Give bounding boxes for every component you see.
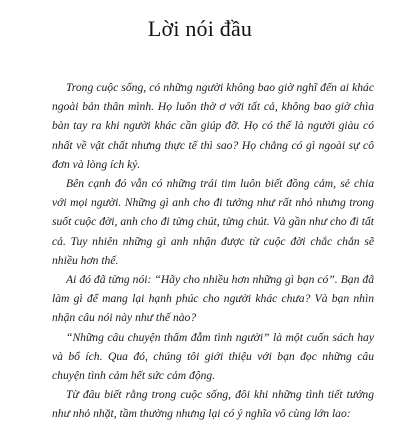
preface-body [52,78,374,424]
paragraph-5: Từ đâu biết rằng trong cuộc sống, đôi khi những tình tiết tưởng như nhỏ nhặt, tầm thường nhưng lại có ý nghĩa vô cùng lớn lao: [52,388,374,421]
paragraph-3: Ai đó đã từng nói: “Hãy cho nhiều hơn những gì bạn có”. Bạn đã làm gì để mang lại hạnh phúc cho người khác chưa? Và bạn nhìn nhận câu nói này như thế nào? [52,273,374,325]
paragraph-2: Bên cạnh đó vẫn có những trái tim luôn biết đồng cảm, sẻ chia với mọi người. Những gì anh cho đi tưởng như rất nhỏ nhưng trong suốt cuộc đời, anh cho đi từng chút, từng chút. Và gần như cho đi tất cả. Tuy nhiên những gì anh nhận được từ cuộc đời chắc chắn sẽ nhiều hơn thế. [52,177,374,267]
paragraph-4: “Những câu chuyện thấm đẫm tình người” là một cuốn sách hay và bổ ích. Qua đó, chúng tôi giới thiệu với bạn đọc những câu chuyện tình cảm hết sức cảm động. [52,330,374,383]
paragraph-1: Trong cuộc sống, có những người không bao giờ nghĩ đến ai khác ngoài bản thân mình. Họ luôn thờ ơ với tất cả, không bao giờ chìa bàn tay ra khi người khác cần giúp đỡ. Họ có thể là người giàu có nhất về vật chất nhưng thực tế thì sao? Họ chẳng có gì ngoài sự cô đơn và lòng ích kỷ. [52,81,374,171]
page-title: Lời nói đầu [147,16,253,41]
